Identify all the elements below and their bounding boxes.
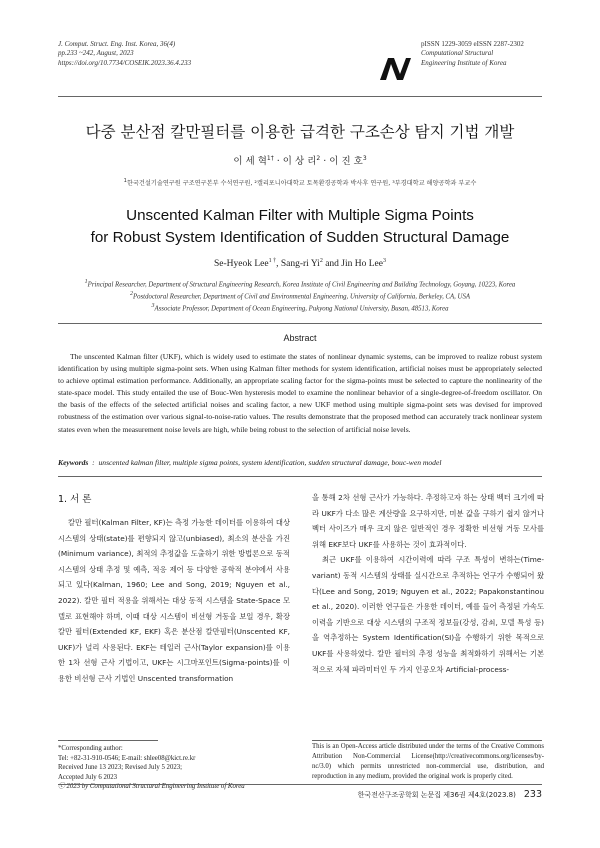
keywords: Keywords : unscented kalman filter, multiple sigma points, system identification, sudden structural damage, bouc-wen model [58, 458, 442, 467]
right-column-text [312, 490, 544, 677]
english-title [0, 205, 600, 249]
corresponding-label: *Corresponding author: [58, 745, 123, 752]
english-author-3: Jin Ho Lee [341, 259, 383, 270]
doi-link[interactable]: https://doi.org/10.7734/COSEIK.2023.36.4.233 [58, 58, 192, 67]
issn: pISSN 1229-3059 eISSN 2287-2302 [421, 40, 524, 48]
contact-info: Tel: +82-31-910-0546; E-mail: shlee08@kict.re.kr [58, 754, 196, 762]
footer-journal: 한국전산구조공학회 논문집 제36권 제4호(2023.8) [357, 791, 516, 799]
institute-logo-icon [378, 54, 412, 84]
footnote-divider-right [312, 740, 542, 741]
footnote-divider-left [58, 740, 158, 741]
abstract-heading: Abstract [283, 333, 317, 343]
korean-author-2: 이 상 리 [282, 156, 317, 167]
korean-author-3: 이 진 호 [329, 156, 363, 167]
copyright: ⓒ 2023 by Computational Structural Engineering Institute of Korea [58, 783, 245, 791]
abstract-divider [58, 323, 542, 324]
right-paragraph-2: 최근 UKF를 이용하여 시간이력에 따라 구조 특성이 변하는(Time-variant) 동적 시스템의 상태를 실시간으로 추적하는 연구가 수행되어 왔다(Lee and Song, 2019; Nguyen et al., 2022; Papakonstantinou et al., 2020). 이러한 연구들은 가용한 데이터, 예를 들어 측정된 가속도 이력을 기반으로 대상 시스템의 구조적 정보들(강성, 감쇠, 모델 특성 등)을 역추정하는 System Identification(SI)을 수행하기 위한 목적으로 UKF를 사용하였다. 칼만 필터의 추정 성능을 최적화하기 위해서는 기본적으로 자체 파라미터인 두 가지 인공오차 Artificial-process- [312, 555, 544, 674]
author-sup: 3 [362, 154, 367, 162]
footer-divider [58, 784, 542, 785]
korean-authors: 이 세 혁$^{1\dagger}$ · 이 상 리$^2$ · 이 진 호$^3$ [233, 154, 367, 167]
affiliation-3: Associate Professor, Department of Ocean Engineering, Pukyong National University, Busan, 48513, Korea [154, 304, 449, 312]
author-sup: 1† [266, 154, 274, 162]
license-text: This is an Open-Access article distributed under the terms of the Creative Commons Attribution Non-Commercial License(http://creativecommons.org/licenses/by-nc/3.0) which permits unrestricted non-commercial use, distribution, and reproduction in any medium, provided the original work is properly cited. [312, 743, 544, 780]
korean-title: 다중 분산점 칼만필터를 이용한 급격한 구조손상 탐지 기법 개발 [85, 123, 515, 141]
institute-name-1: Computational Structural [421, 49, 494, 58]
english-authors: Se-Hyeok Lee$^{1 \dagger}$, Sang-ri Yi$^2$ and Jin Ho Lee$^3$ [214, 258, 386, 270]
keywords-label: Keywords [58, 458, 89, 467]
english-author-1: Se-Hyeok Lee [214, 259, 269, 270]
korean-author-1: 이 세 혁 [233, 156, 267, 167]
korean-affiliations: $^1$한국건설기술연구원 구조연구본부 수석연구원, ²캘리포니아대학교 토목환경공학과 박사후 연구원, ³부경대학교 해양공학과 부교수 [123, 178, 477, 188]
left-column-text: 칼만 필터(Kalman Filter, KF)는 측정 가능한 데이터를 이용하여 대상 시스템의 상태(state)를 편향되지 않고(unbiased), 최소의 분산을 가진(Minimum variance), 최적의 추정값을 도출하기 위한 방법론으로 동적 시스템의 상태 추정 및 예측, 적응 제어 등 다양한 공학적 분야에서 사용되고 있다(Kalman, 1960; Lee and Song, 2019; Nguyen et al., 2022). 칼만 필터 적용을 위해서는 대상 동적 시스템을 State-Space 모델로 표현해야 하며, 이때 대상 시스템이 비선형 거동을 보일 경우, 확장 칼만 필터(Extended KF, EKF) 혹은 분산점 칼만필터(Unscented KF, UKF)가 널리 사용된다. EKF는 테일러 근사(Taylor expansion)를 이용한 1차 선형 근사 기법이고, UKF는 시그마포인트(Sigma-points)를 이용한 비선형 근사 기법인 Unscented transformation [58, 518, 290, 683]
keywords-text: unscented kalman filter, multiple sigma points, system identification, sudden structural damage, bouc-wen model [98, 458, 442, 467]
english-title-line-2: for Robust System Identification of Sudden Structural Damage [90, 229, 510, 246]
affiliation-2: Postdoctoral Researcher, Department of Civil and Environmental Engineering, University of California, Berkeley, CA, USA [132, 293, 471, 301]
issn-block [421, 40, 524, 68]
header-divider [58, 96, 542, 97]
journal-line-1: J. Comput. Struct. Eng. Inst. Korea, 36(4) [58, 40, 176, 48]
institute-name-2: Engineering Institute of Korea [421, 58, 507, 67]
abstract-text: The unscented Kalman filter (UKF), which is widely used to estimate the states of nonlinear dynamic systems, can be improved to realize robust system identification by using multiple sigma-point sets. When using Kalman filter methods for system identification, artificial noises must be appropriately selected to achieve optimal estimation performance. Additionally, an appropriate scaling factor for the sigma-points must be selected to capture the nonlinearity of the state-space model. This study entailed the use of Bouc-Wen hysteresis model to examine the nonlinear behavior of a single-degree-of-freedom oscillator. On the basis of the effects of the selected artificial noises and scaling factor, a new UKF method using multiple sigma-point sets was devised for improved robustness of the estimation over various signal-to-noise-ratio values. The results demonstrate that the proposed method can accurately track nonlinear system states even when the measurement noise levels are high, while being robust to the selection of artificial noise levels. [58, 352, 542, 434]
journal-line-2: pp.233 ~242, August, 2023 [58, 49, 134, 58]
body-divider [58, 476, 542, 477]
english-affiliations: $^1$Principal Researcher, Department of Structural Engineering Research, Korea Institute of Civil Engineering and Building Technology, Goyang, 10223, Korea $^2$Postdoctoral Researcher, Department of Civil and Environmental Engineering, University of California, Berkeley, CA, USA $^3$Associate Professor, Department of Ocean Engineering, Pukyong National University, Busan, 48513, Korea [84, 279, 516, 312]
english-title-line-1: Unscented Kalman Filter with Multiple Sigma Points [126, 207, 474, 224]
english-author-2: Sang-ri Yi [280, 259, 320, 270]
right-paragraph-1: 을 통해 2차 선형 근사가 가능하다. 추정하고자 하는 상태 벡터 크기에 따라 UKF가 다소 많은 계산량을 요구하지만, 미분 값을 구하기 쉽지 않거나 벡터 사이즈가 매우 크지 않은 일반적인 경우 정확한 비선형 거동 모사를 위해 EKF보다 UKF를 사용하는 것이 효과적이다. [312, 493, 544, 549]
author-sup: 2 [316, 154, 321, 162]
received-date: Received June 13 2023; Revised July 5 2023; [58, 764, 183, 772]
page-footer [0, 789, 542, 800]
journal-citation [58, 40, 191, 68]
affiliation-1: Principal Researcher, Department of Structural Engineering Research, Korea Institute of Civil Engineering and Building Technology, Goyang, 10223, Korea [87, 281, 516, 289]
section-title: 1. 서 론 [58, 494, 92, 505]
page-number: 233 [523, 789, 542, 800]
korean-affiliation-text: 한국건설기술연구원 구조연구본부 수석연구원, ²캘리포니아대학교 토목환경공학과 박사후 연구원, ³부경대학교 해양공학과 부교수 [126, 180, 477, 188]
accepted-date: Accepted July 6 2023 [58, 773, 118, 781]
